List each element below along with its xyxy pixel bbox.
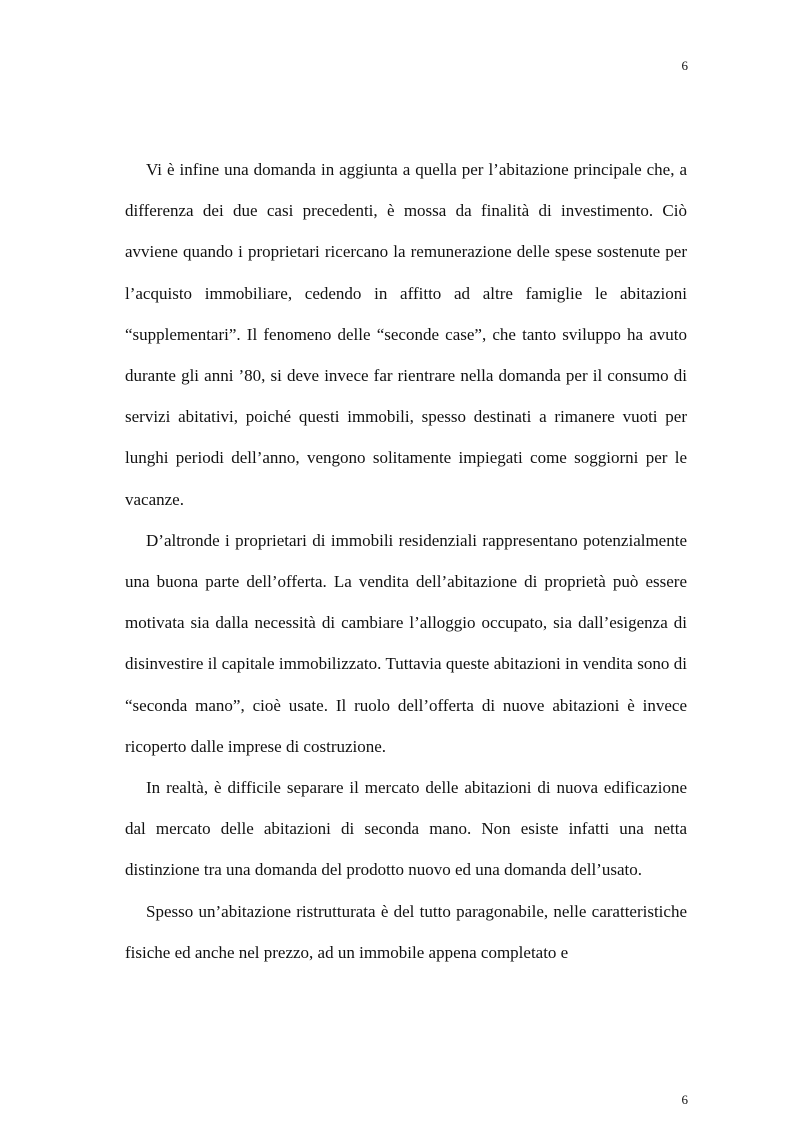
paragraph-4: Spesso un’abitazione ristrutturata è del tutto paragonabile, nelle caratteristiche fisiche ed anche nel prezzo, ad un immobile appena completato e — [125, 901, 687, 962]
document-body — [125, 149, 687, 973]
page-number-bottom: 6 — [681, 1092, 688, 1107]
paragraph-1: Vi è infine una domanda in aggiunta a quella per l’abitazione principale che, a differenza dei due casi precedenti, è mossa da finalità di investimento. Ciò avviene quando i proprietari ricercano la remunerazione delle spese sostenute per l’acquisto immobiliare, cedendo in affitto ad altre famiglie le abitazioni “supplementari”. Il fenomeno delle “seconde case”, che tanto sviluppo ha avuto durante gli anni ’80, si deve invece far rientrare nella domanda per il consumo di servizi abitativi, poiché questi immobili, spesso destinati a rimanere vuoti per lunghi periodi dell’anno, vengono solitamente impiegati come soggiorni per le vacanze. — [125, 160, 687, 509]
paragraph-3: In realtà, è difficile separare il mercato delle abitazioni di nuova edificazione dal mercato delle abitazioni di seconda mano. Non esiste infatti una netta distinzione tra una domanda del prodotto nuovo ed una domanda dell’usato. — [125, 778, 687, 880]
page-number-top: 6 — [681, 58, 688, 73]
paragraph-2: D’altronde i proprietari di immobili residenziali rappresentano potenzialmente una buona parte dell’offerta. La vendita dell’abitazione di proprietà può essere motivata sia dalla necessità di cambiare l’alloggio occupato, sia dall’esigenza di disinvestire il capitale immobilizzato. Tuttavia queste abitazioni in vendita sono di “seconda mano”, cioè usate. Il ruolo dell’offerta di nuove abitazioni è invece ricoperto dalle imprese di costruzione. — [125, 530, 687, 756]
